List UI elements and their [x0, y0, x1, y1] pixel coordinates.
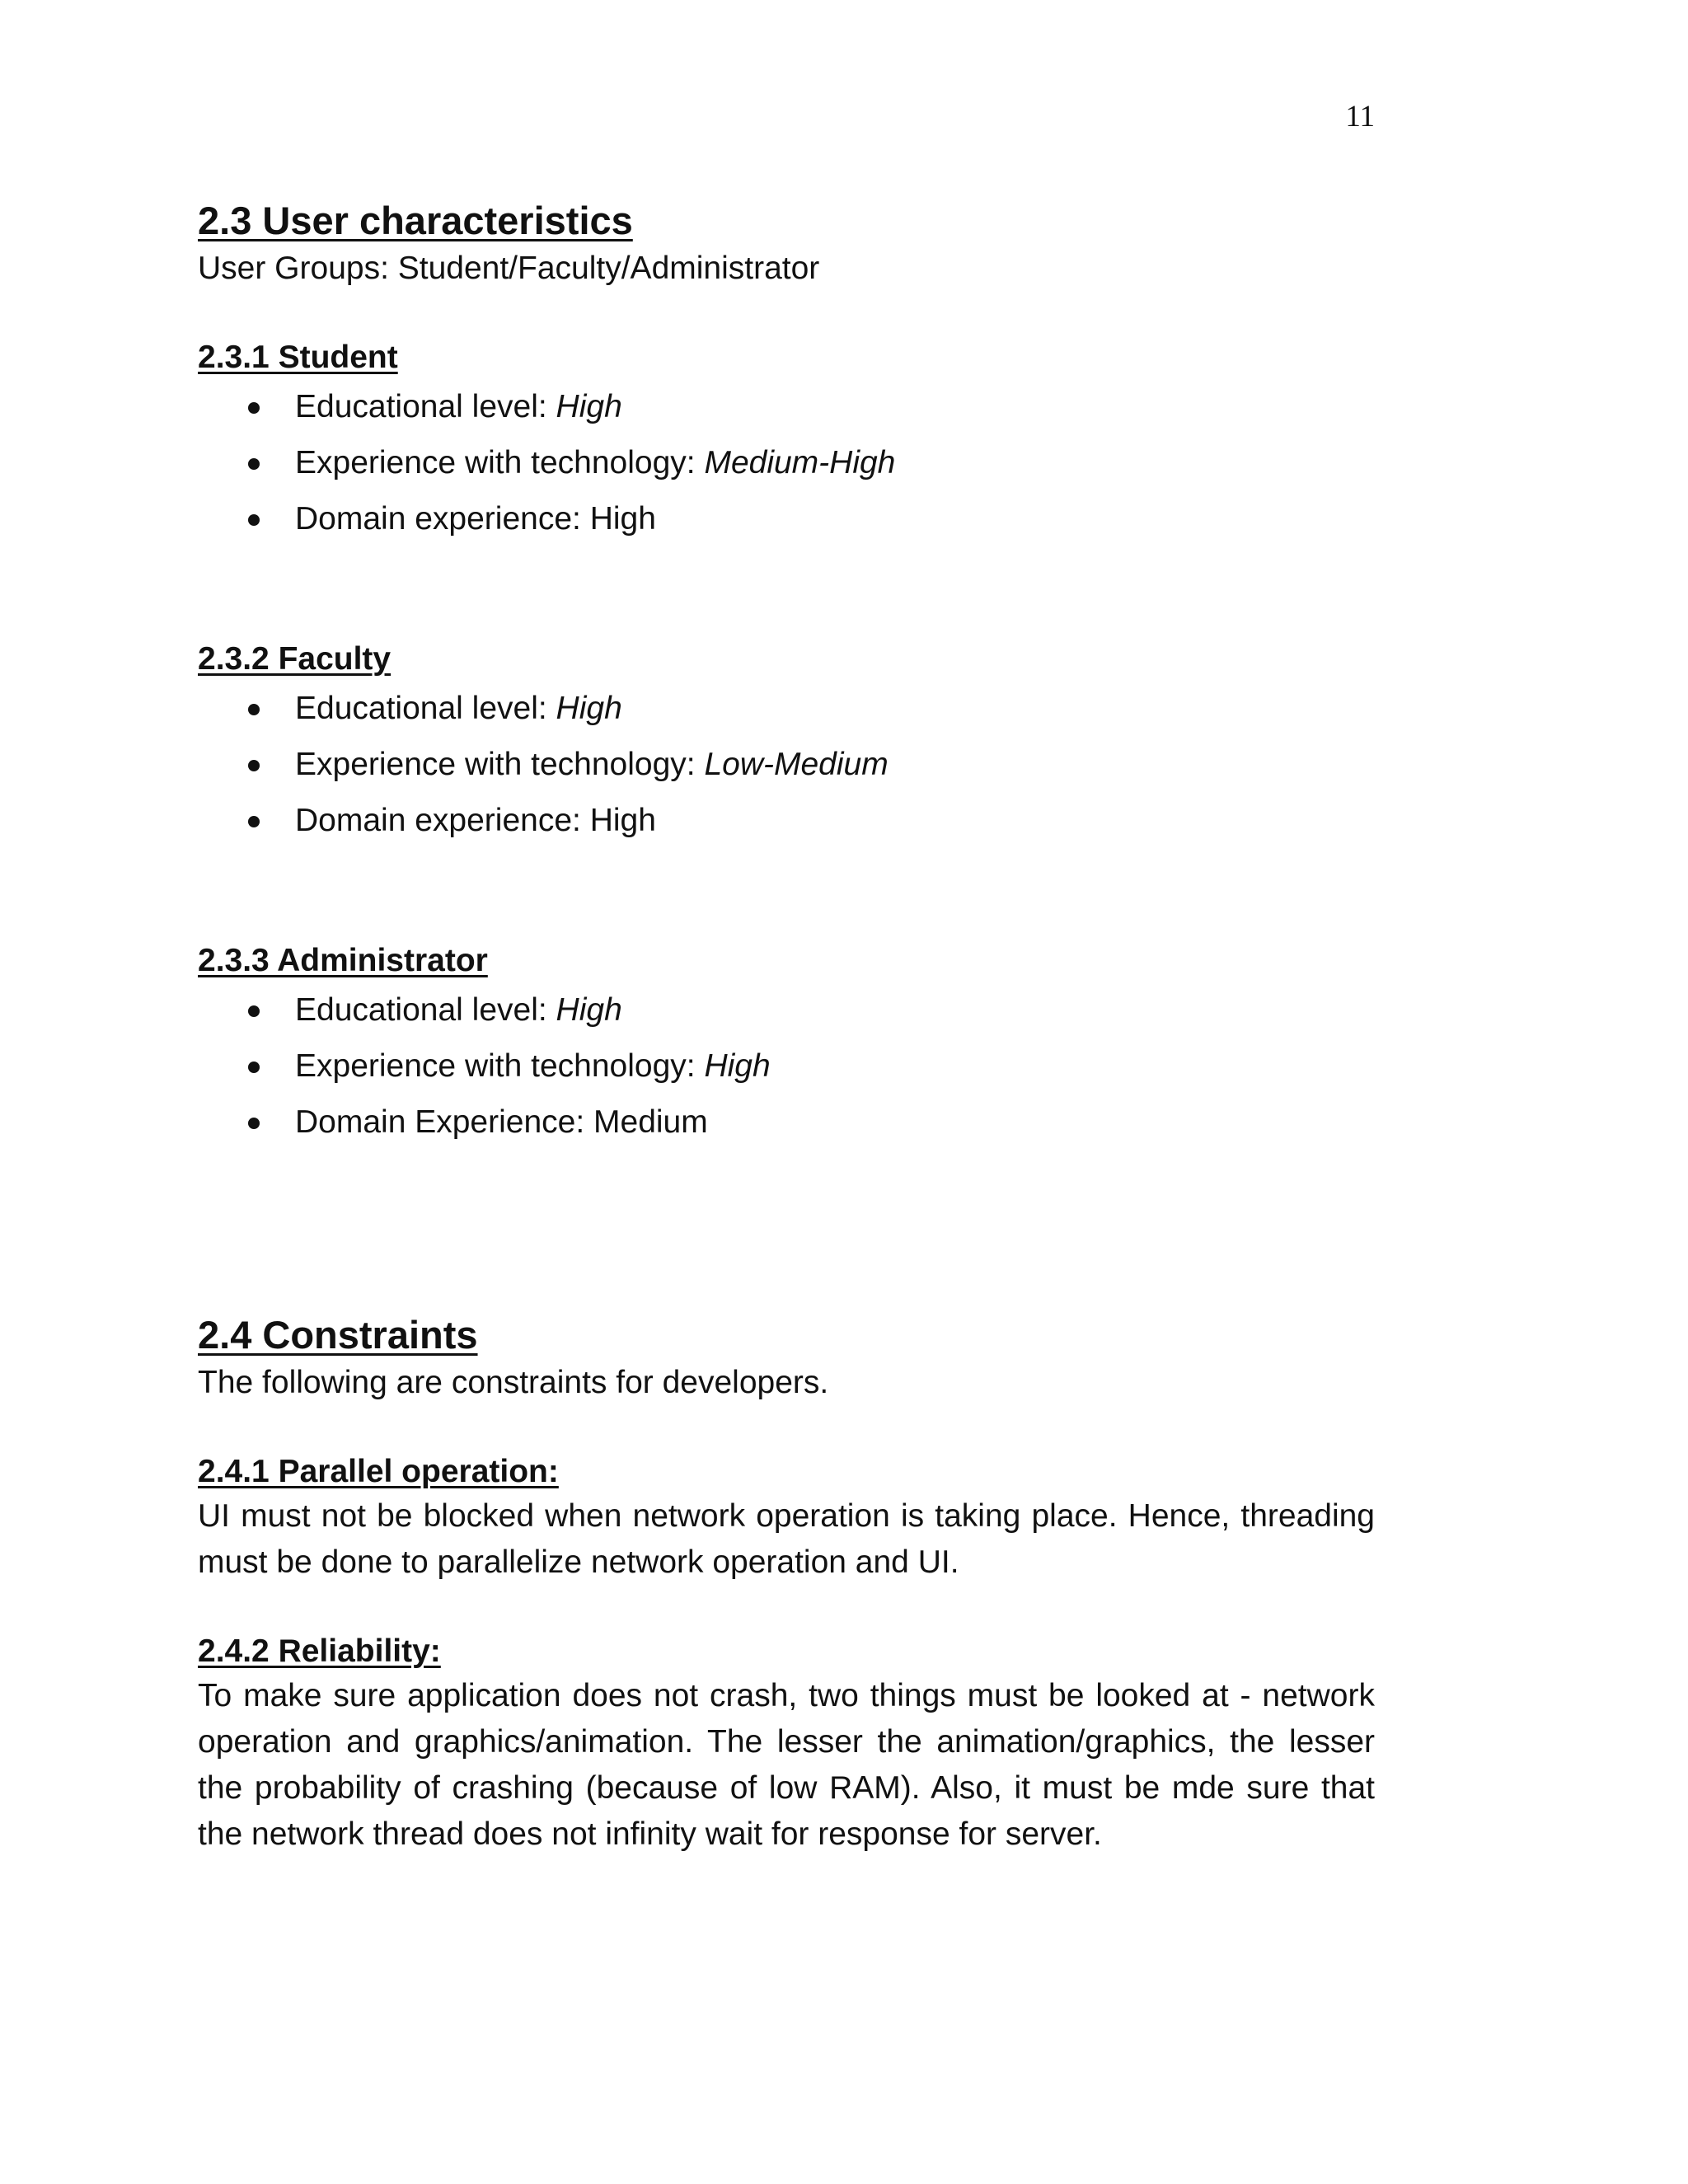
list-item [198, 435, 1375, 491]
reliability-text: To make sure application does not crash, two things must be looked at - network operation and graphics/animation. The lesser the animation/graphics, the lesser the probability of crashing (because of low RAM). Also, it must be mde sure that the network thread does not infinity wait for response for server. [198, 1678, 1375, 1852]
list-item [198, 681, 1375, 737]
item-value: High [704, 1048, 771, 1084]
list-item [198, 379, 1375, 435]
item-label: Domain experience: [295, 803, 590, 838]
list-item [198, 1094, 1375, 1151]
administrator-list [198, 982, 1375, 1151]
bullet-icon [248, 816, 260, 827]
administrator-heading: 2.3.3 Administrator [198, 943, 488, 978]
section-2-4-heading: 2.4 Constraints [198, 1313, 478, 1357]
item-label: Educational level: [295, 389, 556, 424]
list-item [198, 793, 1375, 849]
page-number: 11 [1345, 100, 1375, 134]
bullet-icon [248, 1062, 260, 1073]
item-value: Medium-High [704, 445, 896, 480]
bullet-icon [248, 402, 260, 414]
list-item [198, 982, 1375, 1038]
bullet-icon [248, 760, 260, 771]
list-item [198, 737, 1375, 793]
parallel-operation-heading: 2.4.1 Parallel operation: [198, 1454, 559, 1489]
item-value: High [556, 389, 622, 424]
document-body [198, 196, 1375, 1858]
user-groups-text: User Groups: Student/Faculty/Administrator [198, 251, 820, 286]
item-label: Domain Experience: [295, 1104, 594, 1140]
bullet-icon [248, 458, 260, 470]
parallel-operation-text: UI must not be blocked when network operation is taking place. Hence, threading must be done to parallelize network operation and UI. [198, 1498, 1375, 1580]
item-label: Experience with technology: [295, 747, 705, 782]
student-list [198, 379, 1375, 547]
bullet-icon [248, 1005, 260, 1017]
item-label: Educational level: [295, 992, 556, 1028]
item-value: High [589, 803, 656, 838]
item-value: High [589, 501, 656, 537]
list-item [198, 1038, 1375, 1094]
section-2-3-heading: 2.3 User characteristics [198, 199, 633, 242]
faculty-heading: 2.3.2 Faculty [198, 641, 392, 677]
bullet-icon [248, 704, 260, 715]
constraints-intro-text: The following are constraints for developers. [198, 1365, 829, 1400]
item-value: Medium [593, 1104, 708, 1140]
item-value: High [556, 691, 622, 726]
list-item [198, 491, 1375, 547]
bullet-icon [248, 514, 260, 526]
item-label: Educational level: [295, 691, 556, 726]
faculty-list [198, 681, 1375, 849]
student-heading: 2.3.1 Student [198, 340, 398, 375]
item-label: Experience with technology: [295, 445, 705, 480]
item-value: High [556, 992, 622, 1028]
item-value: Low-Medium [704, 747, 889, 782]
item-label: Experience with technology: [295, 1048, 705, 1084]
reliability-heading: 2.4.2 Reliability: [198, 1633, 441, 1669]
bullet-icon [248, 1118, 260, 1129]
item-label: Domain experience: [295, 501, 590, 537]
